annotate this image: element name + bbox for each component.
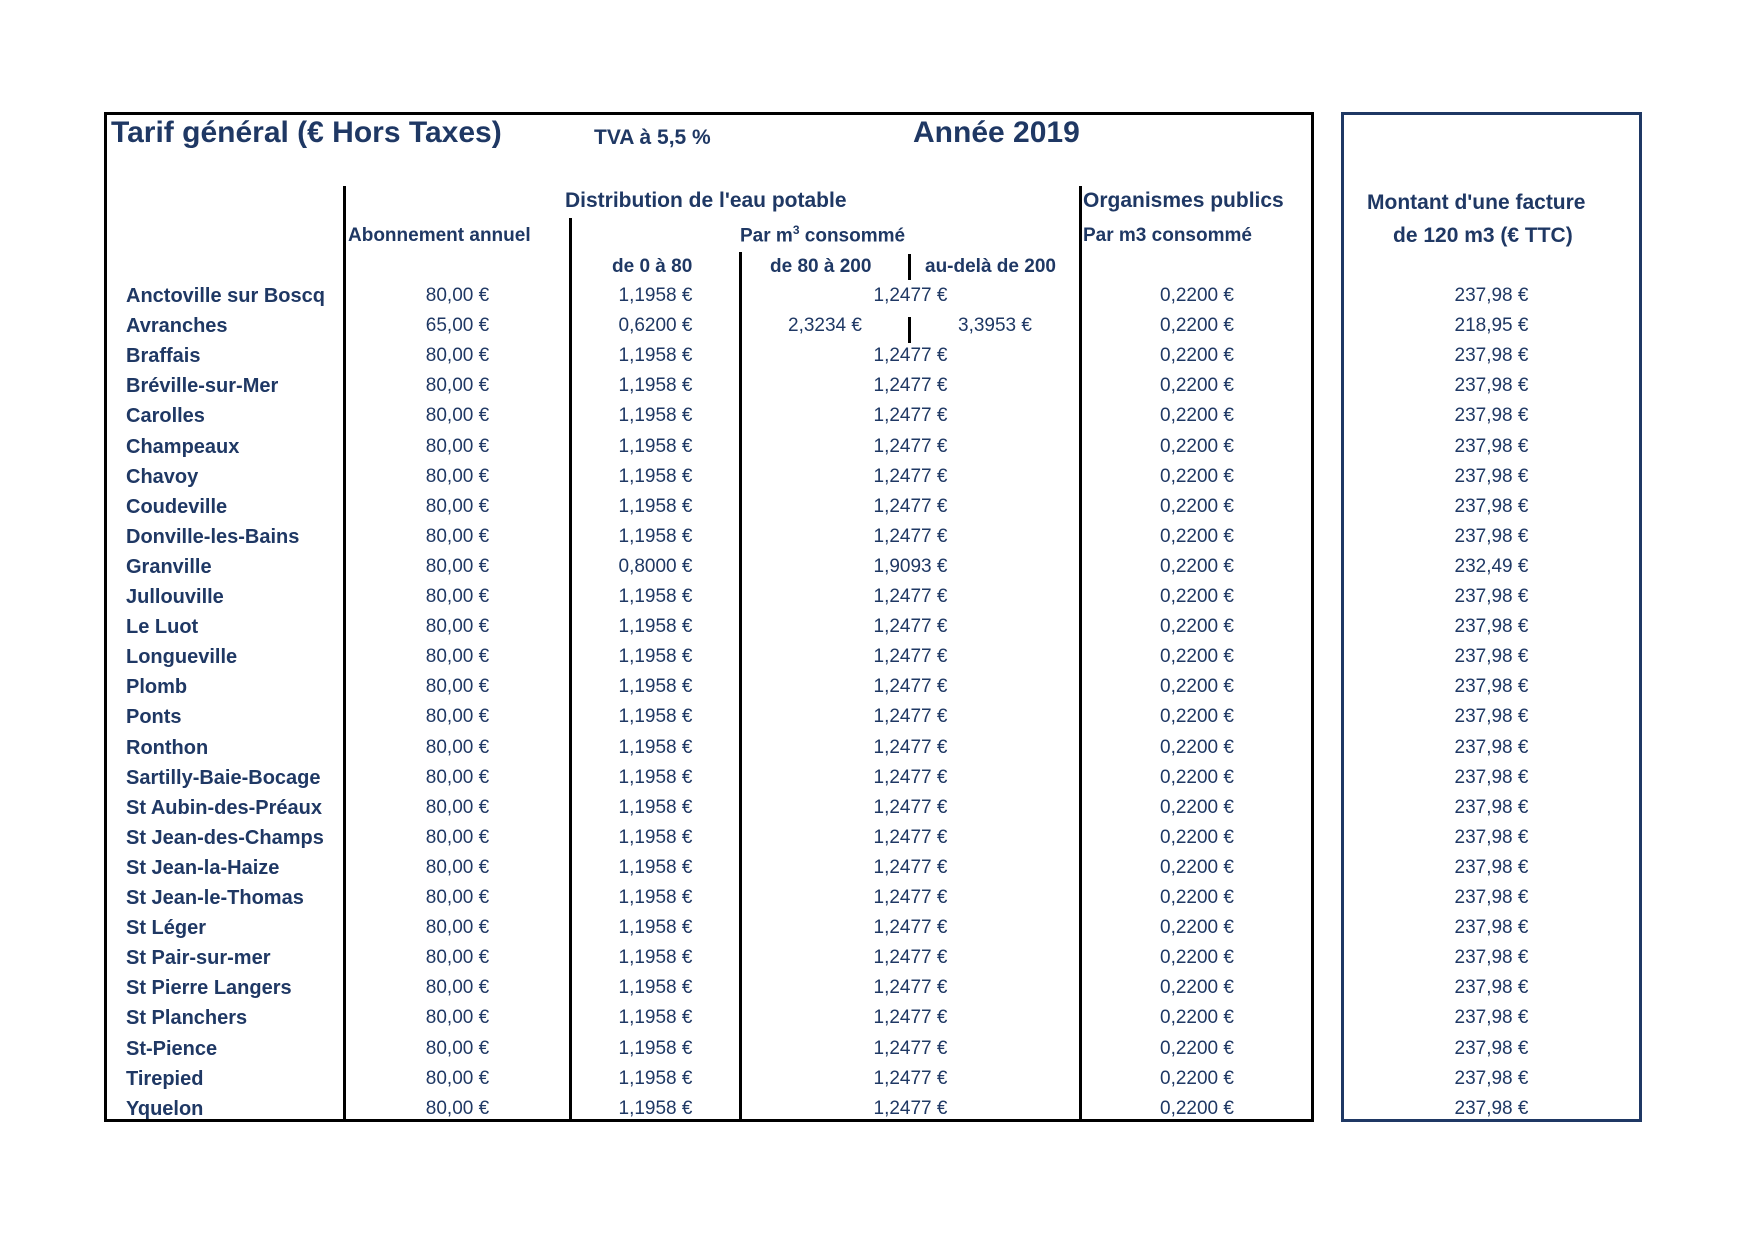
facture-cell: 237,98 € xyxy=(1454,767,1529,788)
commune-name: Chavoy xyxy=(126,466,199,488)
tranche-1-cell: 1,1958 € xyxy=(618,676,693,697)
facture-header-line1: Montant d'une facture xyxy=(1367,191,1586,214)
facture-cell: 237,98 € xyxy=(1454,616,1529,637)
tranche-2-cell: 1,2477 € xyxy=(873,1068,948,1089)
facture-cell: 237,98 € xyxy=(1454,466,1529,487)
abonnement-cell: 80,00 € xyxy=(425,706,490,727)
organismes-cell: 0,2200 € xyxy=(1160,526,1234,547)
tranche-2-cell: 1,2477 € xyxy=(873,1007,948,1028)
facture-cell: 237,98 € xyxy=(1454,405,1529,426)
organismes-cell: 0,2200 € xyxy=(1160,947,1234,968)
facture-cell: 237,98 € xyxy=(1454,375,1529,396)
facture-cell: 237,98 € xyxy=(1454,827,1529,848)
facture-cell: 237,98 € xyxy=(1454,887,1529,908)
abonnement-cell: 80,00 € xyxy=(425,737,490,758)
abonnement-cell: 80,00 € xyxy=(425,646,490,667)
tranche-1-cell: 1,1958 € xyxy=(618,616,693,637)
abonnement-cell: 80,00 € xyxy=(425,947,490,968)
facture-header-line2: de 120 m3 (€ TTC) xyxy=(1393,224,1573,247)
tranche-1-cell: 1,1958 € xyxy=(618,496,693,517)
tranche-1-cell: 1,1958 € xyxy=(618,405,693,426)
abonnement-cell: 80,00 € xyxy=(425,887,490,908)
tranche-2-cell: 1,2477 € xyxy=(873,436,948,457)
tranche-2-cell: 1,2477 € xyxy=(873,646,948,667)
tranche-3-cell: 3,3953 € xyxy=(958,315,1032,336)
organismes-cell: 0,2200 € xyxy=(1160,1068,1234,1089)
abonnement-cell: 80,00 € xyxy=(425,917,490,938)
commune-name: Ronthon xyxy=(126,737,209,759)
tranche-2-cell: 1,2477 € xyxy=(873,496,948,517)
organismes-cell: 0,2200 € xyxy=(1160,315,1234,336)
organismes-cell: 0,2200 € xyxy=(1160,827,1234,848)
organismes-cell: 0,2200 € xyxy=(1160,616,1234,637)
organismes-cell: 0,2200 € xyxy=(1160,436,1234,457)
organismes-cell: 0,2200 € xyxy=(1160,466,1234,487)
facture-cell: 237,98 € xyxy=(1454,285,1529,306)
facture-cell: 237,98 € xyxy=(1454,1098,1529,1119)
tranche-2-cell: 1,2477 € xyxy=(873,767,948,788)
tranche-1-cell: 1,1958 € xyxy=(618,1007,693,1028)
page-title: Tarif général (€ Hors Taxes) xyxy=(111,116,502,149)
organismes-cell: 0,2200 € xyxy=(1160,496,1234,517)
tranche-1-cell: 1,1958 € xyxy=(618,466,693,487)
tranche-2-cell: 1,2477 € xyxy=(873,466,948,487)
tranche-1-cell: 1,1958 € xyxy=(618,977,693,998)
commune-name: Champeaux xyxy=(126,436,240,458)
tranche-2-cell: 1,2477 € xyxy=(873,887,948,908)
tranche-1-cell: 1,1958 € xyxy=(618,285,693,306)
facture-cell: 237,98 € xyxy=(1454,586,1529,607)
commune-name: St Planchers xyxy=(126,1007,248,1029)
facture-cell: 237,98 € xyxy=(1454,857,1529,878)
tranche-1-cell: 1,1958 € xyxy=(618,767,693,788)
facture-cell: 237,98 € xyxy=(1454,977,1529,998)
tranche-1-cell: 0,6200 € xyxy=(618,315,693,336)
commune-name: Carolles xyxy=(126,405,205,427)
abonnement-cell: 80,00 € xyxy=(425,526,490,547)
commune-name: St-Pience xyxy=(126,1038,218,1060)
tranche-1-cell: 1,1958 € xyxy=(618,947,693,968)
tranche-1-cell: 1,1958 € xyxy=(618,857,693,878)
tranche-2-cell: 1,2477 € xyxy=(873,947,948,968)
facture-cell: 232,49 € xyxy=(1454,556,1529,577)
facture-cell: 237,98 € xyxy=(1454,436,1529,457)
abonnement-cell: 80,00 € xyxy=(425,1038,490,1059)
organismes-cell: 0,2200 € xyxy=(1160,767,1234,788)
distribution-header: Distribution de l'eau potable xyxy=(565,189,847,212)
tranche-1-cell: 1,1958 € xyxy=(618,827,693,848)
tranche-2-cell: 1,2477 € xyxy=(873,917,948,938)
abonnement-header: Abonnement annuel xyxy=(348,225,531,246)
tranche-2-cell: 1,9093 € xyxy=(873,556,948,577)
abonnement-cell: 80,00 € xyxy=(425,345,490,366)
abonnement-cell: 80,00 € xyxy=(425,827,490,848)
organismes-cell: 0,2200 € xyxy=(1160,375,1234,396)
tranche-2-cell: 1,2477 € xyxy=(873,977,948,998)
organismes-cell: 0,2200 € xyxy=(1160,706,1234,727)
organismes-cell: 0,2200 € xyxy=(1160,556,1234,577)
commune-name: Bréville-sur-Mer xyxy=(126,375,279,397)
organismes-cell: 0,2200 € xyxy=(1160,887,1234,908)
annee-label: Année 2019 xyxy=(913,116,1080,149)
abonnement-cell: 80,00 € xyxy=(425,767,490,788)
tranche-2-cell: 1,2477 € xyxy=(873,345,948,366)
tranche-1-cell: 1,1958 € xyxy=(618,1038,693,1059)
tranche-1-cell: 1,1958 € xyxy=(618,1098,693,1119)
commune-name: Jullouville xyxy=(126,586,224,608)
organismes-cell: 0,2200 € xyxy=(1160,857,1234,878)
commune-name: Le Luot xyxy=(126,616,199,638)
tranche-2-cell: 1,2477 € xyxy=(873,1038,948,1059)
facture-cell: 237,98 € xyxy=(1454,737,1529,758)
commune-name: Avranches xyxy=(126,315,228,337)
facture-cell: 237,98 € xyxy=(1454,1038,1529,1059)
commune-name: Donville-les-Bains xyxy=(126,526,300,548)
tranche-2-cell: 1,2477 € xyxy=(873,797,948,818)
tranche-1-cell: 1,1958 € xyxy=(618,436,693,457)
abonnement-cell: 80,00 € xyxy=(425,375,490,396)
organismes-cell: 0,2200 € xyxy=(1160,737,1234,758)
tranche-separator xyxy=(908,317,911,343)
tranche-1-cell: 1,1958 € xyxy=(618,887,693,908)
organismes-cell: 0,2200 € xyxy=(1160,646,1234,667)
tranche-1-cell: 1,1958 € xyxy=(618,375,693,396)
abonnement-cell: 80,00 € xyxy=(425,556,490,577)
abonnement-cell: 80,00 € xyxy=(425,616,490,637)
commune-name: St Jean-la-Haize xyxy=(126,857,280,879)
tranche-2-cell: 1,2477 € xyxy=(873,375,948,396)
organismes-subheader: Par m3 consommé xyxy=(1083,225,1252,246)
tranche-2-cell: 1,2477 € xyxy=(873,676,948,697)
abonnement-cell: 80,00 € xyxy=(425,285,490,306)
commune-name: Tirepied xyxy=(126,1068,204,1090)
separator-tranche-header xyxy=(908,254,911,280)
tranche-1-cell: 1,1958 € xyxy=(618,797,693,818)
organismes-cell: 0,2200 € xyxy=(1160,1038,1234,1059)
tranche-1-cell: 1,1958 € xyxy=(618,737,693,758)
abonnement-cell: 80,00 € xyxy=(425,857,490,878)
tranche-2-cell: 1,2477 € xyxy=(873,857,948,878)
organismes-cell: 0,2200 € xyxy=(1160,797,1234,818)
facture-cell: 237,98 € xyxy=(1454,797,1529,818)
tranche-2-cell: 1,2477 € xyxy=(873,586,948,607)
tranche-1-cell: 1,1958 € xyxy=(618,917,693,938)
organismes-cell: 0,2200 € xyxy=(1160,586,1234,607)
facture-cell: 237,98 € xyxy=(1454,706,1529,727)
tranche-1-cell: 1,1958 € xyxy=(618,526,693,547)
organismes-cell: 0,2200 € xyxy=(1160,405,1234,426)
tranche-2-cell: 1,2477 € xyxy=(873,706,948,727)
commune-name: Longueville xyxy=(126,646,238,668)
tranche-1-cell: 1,1958 € xyxy=(618,646,693,667)
commune-name: St Aubin-des-Préaux xyxy=(126,797,322,819)
tranche-2-cell: 1,2477 € xyxy=(873,526,948,547)
organismes-cell: 0,2200 € xyxy=(1160,285,1234,306)
abonnement-cell: 80,00 € xyxy=(425,1068,490,1089)
organismes-cell: 0,2200 € xyxy=(1160,977,1234,998)
par-m3-header: Par $m^3$ consommé xyxy=(740,223,906,247)
tranche-1-cell: 1,1958 € xyxy=(618,706,693,727)
abonnement-cell: 80,00 € xyxy=(425,797,490,818)
commune-name: Plomb xyxy=(126,676,188,698)
tranche-2-cell: 1,2477 € xyxy=(873,285,948,306)
abonnement-cell: 80,00 € xyxy=(425,1007,490,1028)
tranche-2-cell: 2,3234 € xyxy=(788,315,862,336)
commune-name: Yquelon xyxy=(126,1098,204,1120)
tranche-2-cell: 1,2477 € xyxy=(873,827,948,848)
abonnement-cell: 80,00 € xyxy=(425,436,490,457)
tranche-1-cell: 0,8000 € xyxy=(618,556,693,577)
commune-name: Anctoville sur Boscq xyxy=(126,285,325,307)
facture-cell: 237,98 € xyxy=(1454,676,1529,697)
abonnement-cell: 80,00 € xyxy=(425,676,490,697)
commune-name: St Jean-des-Champs xyxy=(126,827,324,849)
tranche-2-cell: 1,2477 € xyxy=(873,405,948,426)
facture-cell: 237,98 € xyxy=(1454,496,1529,517)
commune-name: St Pair-sur-mer xyxy=(126,947,271,969)
abonnement-cell: 80,00 € xyxy=(425,1098,490,1119)
facture-cell: 218,95 € xyxy=(1454,315,1529,336)
organismes-header: Organismes publics xyxy=(1083,189,1284,212)
tranche-1-header: de 0 à 80 xyxy=(612,256,693,277)
tranche-1-cell: 1,1958 € xyxy=(618,586,693,607)
abonnement-cell: 80,00 € xyxy=(425,405,490,426)
commune-name: Coudeville xyxy=(126,496,228,518)
tranche-1-cell: 1,1958 € xyxy=(618,345,693,366)
facture-cell: 237,98 € xyxy=(1454,646,1529,667)
facture-cell: 237,98 € xyxy=(1454,345,1529,366)
facture-cell: 237,98 € xyxy=(1454,1068,1529,1089)
commune-name: St Léger xyxy=(126,917,207,939)
organismes-cell: 0,2200 € xyxy=(1160,676,1234,697)
organismes-cell: 0,2200 € xyxy=(1160,1098,1234,1119)
abonnement-cell: 80,00 € xyxy=(425,466,490,487)
commune-name: Sartilly-Baie-Bocage xyxy=(126,767,321,789)
facture-cell: 237,98 € xyxy=(1454,947,1529,968)
commune-name: Ponts xyxy=(126,706,182,728)
abonnement-cell: 80,00 € xyxy=(425,496,490,517)
facture-cell: 237,98 € xyxy=(1454,526,1529,547)
commune-name: Braffais xyxy=(126,345,201,367)
tranche-3-header: au-delà de 200 xyxy=(925,256,1056,277)
facture-cell: 237,98 € xyxy=(1454,1007,1529,1028)
abonnement-cell: 80,00 € xyxy=(425,586,490,607)
commune-name: Granville xyxy=(126,556,212,578)
commune-name: St Jean-le-Thomas xyxy=(126,887,304,909)
commune-name: St Pierre Langers xyxy=(126,977,292,999)
tranche-2-header: de 80 à 200 xyxy=(770,256,872,277)
organismes-cell: 0,2200 € xyxy=(1160,345,1234,366)
tranche-2-cell: 1,2477 € xyxy=(873,1098,948,1119)
organismes-cell: 0,2200 € xyxy=(1160,1007,1234,1028)
abonnement-cell: 65,00 € xyxy=(425,315,490,336)
tranche-1-cell: 1,1958 € xyxy=(618,1068,693,1089)
tva-label: TVA à 5,5 % xyxy=(594,126,711,149)
organismes-cell: 0,2200 € xyxy=(1160,917,1234,938)
tranche-2-cell: 1,2477 € xyxy=(873,737,948,758)
tranche-2-cell: 1,2477 € xyxy=(873,616,948,637)
facture-cell: 237,98 € xyxy=(1454,917,1529,938)
abonnement-cell: 80,00 € xyxy=(425,977,490,998)
